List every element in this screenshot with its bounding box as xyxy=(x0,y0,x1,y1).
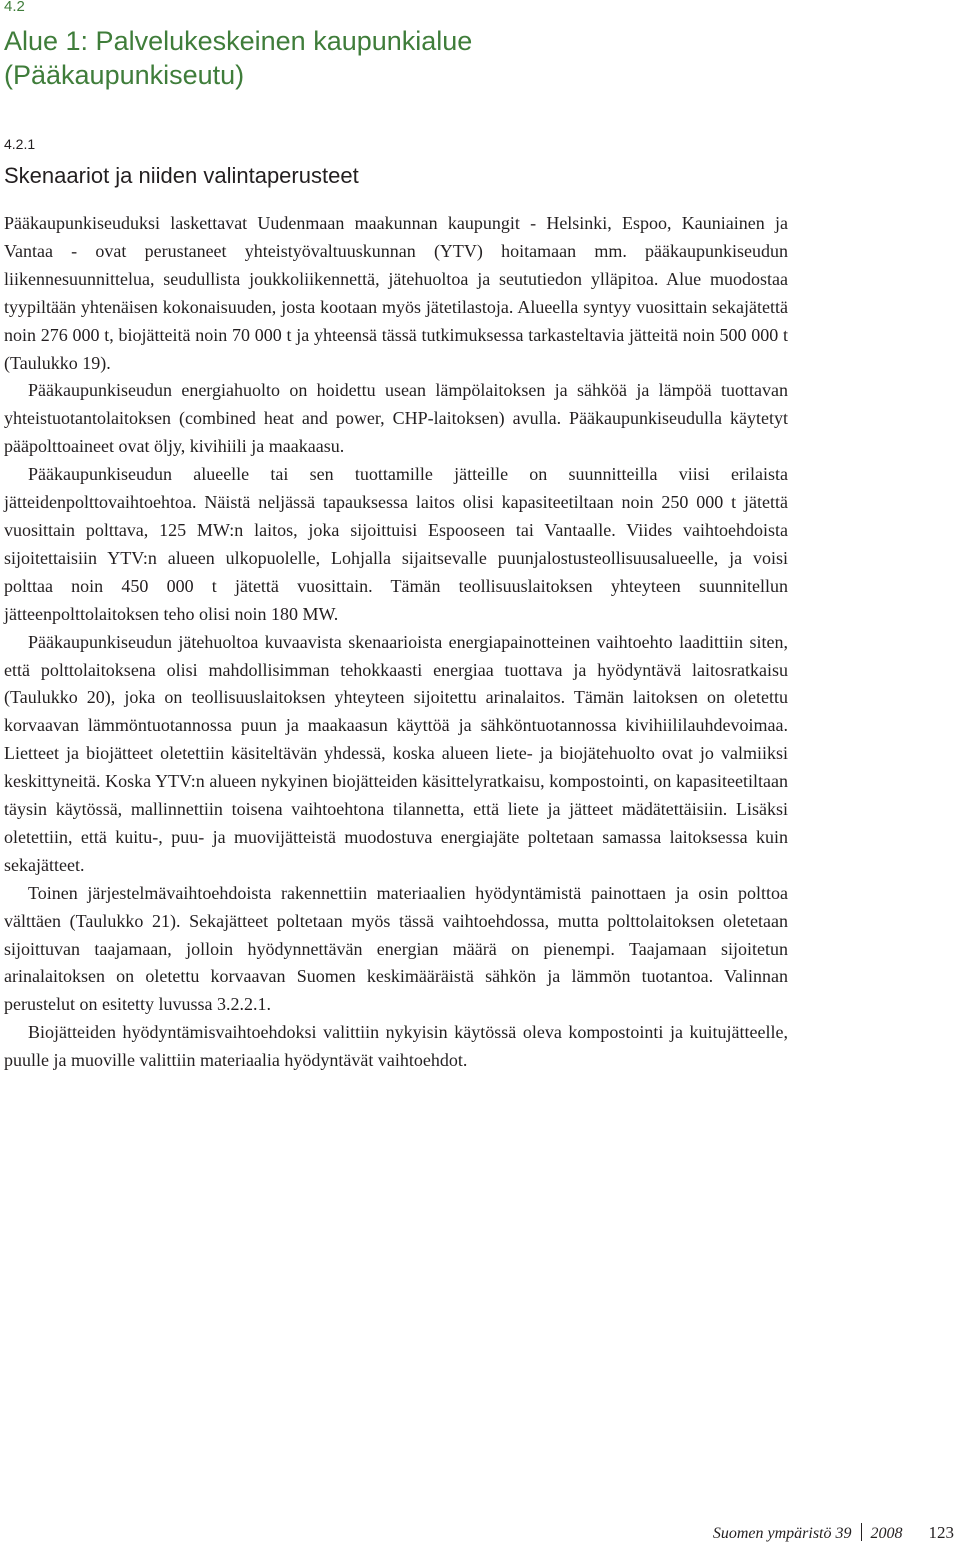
footer-separator xyxy=(861,1523,862,1541)
paragraph-6: Biojätteiden hyödyntämisvaihtoehdoksi valittiin nykyisin käytössä oleva kompostointi ja kuitujätteelle, puulle ja muoville valittiin materiaalia hyödyntävät vaihtoehdot. xyxy=(4,1022,788,1071)
paragraph-2: Pääkaupunkiseudun energiahuolto on hoidettu usean lämpölaitoksen ja sähköä ja lämpöä tuottavan yhteistuotantolaitoksen (combined heat and power, CHP-laitoksen) avulla. Pääkaupunkiseudulla käytetyt pääpolttoaineet ovat öljy, kivihiili ja maakaasu. xyxy=(4,380,788,457)
body-text xyxy=(4,210,788,1075)
paragraph-5: Toinen järjestelmävaihtoehdoista rakennettiin materiaalien hyödyntämistä painottaen ja osin polttoa välttäen (Taulukko 21). Sekajätteet poltetaan myös tässä vaihtoehdossa, mutta polttolaitoksen oletetaan sijoittuvan taajamaan, jolloin hyödynnettävän energian määrä on pienempi. Taajamaan sijoitetun arinalaitoksen on oletettu korvaavan Suomen keskimääräistä sähkön ja lämmön tuotantoa. Valinnan perustelut on esitetty luvussa 3.2.2.1. xyxy=(4,882,788,1015)
page-number: 123 xyxy=(928,1523,954,1542)
footer-year: 2008 xyxy=(870,1525,903,1542)
page-footer xyxy=(713,1520,954,1543)
section-title: Alue 1: Palvelukeskeinen kaupunkialue (Pääkaupunkiseutu) xyxy=(4,26,473,90)
subsection-title: Skenaariot ja niiden valintaperusteet xyxy=(4,163,359,188)
paragraph-3: Pääkaupunkiseudun alueelle tai sen tuottamille jätteille on suunnitteilla viisi erilaista jätteidenpolttovaihtoehtoa. Näistä neljässä tapauksessa laitos olisi kapasiteetiltaan noin 250 000 t jätettä vuosittain polttava, 125 MW:n laitos, joka sijoittuisi Espooseen tai Vantaalle. Viides vaihtoehdoista sijoitettaisiin YTV:n alueen ulkopuolelle, Lohjalla sijaitsevalle puunjalostusteollisuusalueelle, ja voisi polttaa noin 450 000 t jätettä vuosittain. Tämän teollisuuslaitoksen yhteyteen suunnitellun jätteenpolttolaitoksen teho olisi noin 180 MW. xyxy=(4,464,788,624)
section-number: 4.2 xyxy=(4,0,25,15)
paragraph-1: Pääkaupunkiseuduksi laskettavat Uudenmaan maakunnan kaupungit - Helsinki, Espoo, Kauniainen ja Vantaa - ovat perustaneet yhteistyövaltuuskunnan (YTV) hoitamaan mm. pääkaupunkiseudun liikennesuunnittelua, seudullista joukkoliikennettä, jätehuoltoa ja seututiedon ylläpitoa. Alue muodostaa tyypiltään yhtenäisen kokonaisuuden, josta kootaan myös jätetilastoja. Alueella syntyy vuosittain sekajätettä noin 276 000 t, biojätteitä noin 70 000 t ja yhteensä tässä tutkimuksessa tarkasteltavia jätteitä noin 500 000 t (Taulukko 19). xyxy=(4,213,788,373)
paragraph-4: Pääkaupunkiseudun jätehuoltoa kuvaavista skenaarioista energiapainotteinen vaihtoehto laadittiin siten, että polttolaitoksena olisi mahdollisimman tehokkaasti energiaa tuottava ja hyödyntävä laitosratkaisu (Taulukko 20), joka on teollisuuslaitoksen yhteyteen sijoitettu arinalaitos. Tämän laitoksen on oletettu korvaavan lämmöntuotannossa puun ja maakaasun käyttöä ja sähköntuotannossa kivihiililauhdevoimaa. Lietteet ja biojätteet oletettiin käsiteltävän yhdessä, koska alueen liete- ja biojätehuolto ovat jo valmiiksi keskittyneitä. Koska YTV:n alueen nykyinen biojätteiden käsittelyratkaisu, kompostointi, on kapasiteetiltaan täysin käytössä, mallinnettiin toisena vaihtoehtona tilannetta, että liete ja jätteet mädätettäisiin. Lisäksi oletettiin, että kuitu-, puu- ja muovijätteistä muodostuva energiajäte poltetaan samassa laitoksessa kuin sekajätteet. xyxy=(4,631,788,875)
footer-series: Suomen ympäristö 39 xyxy=(712,1525,852,1542)
footer-issue: 39 xyxy=(835,1525,852,1542)
subsection-number: 4.2.1 xyxy=(4,136,36,152)
